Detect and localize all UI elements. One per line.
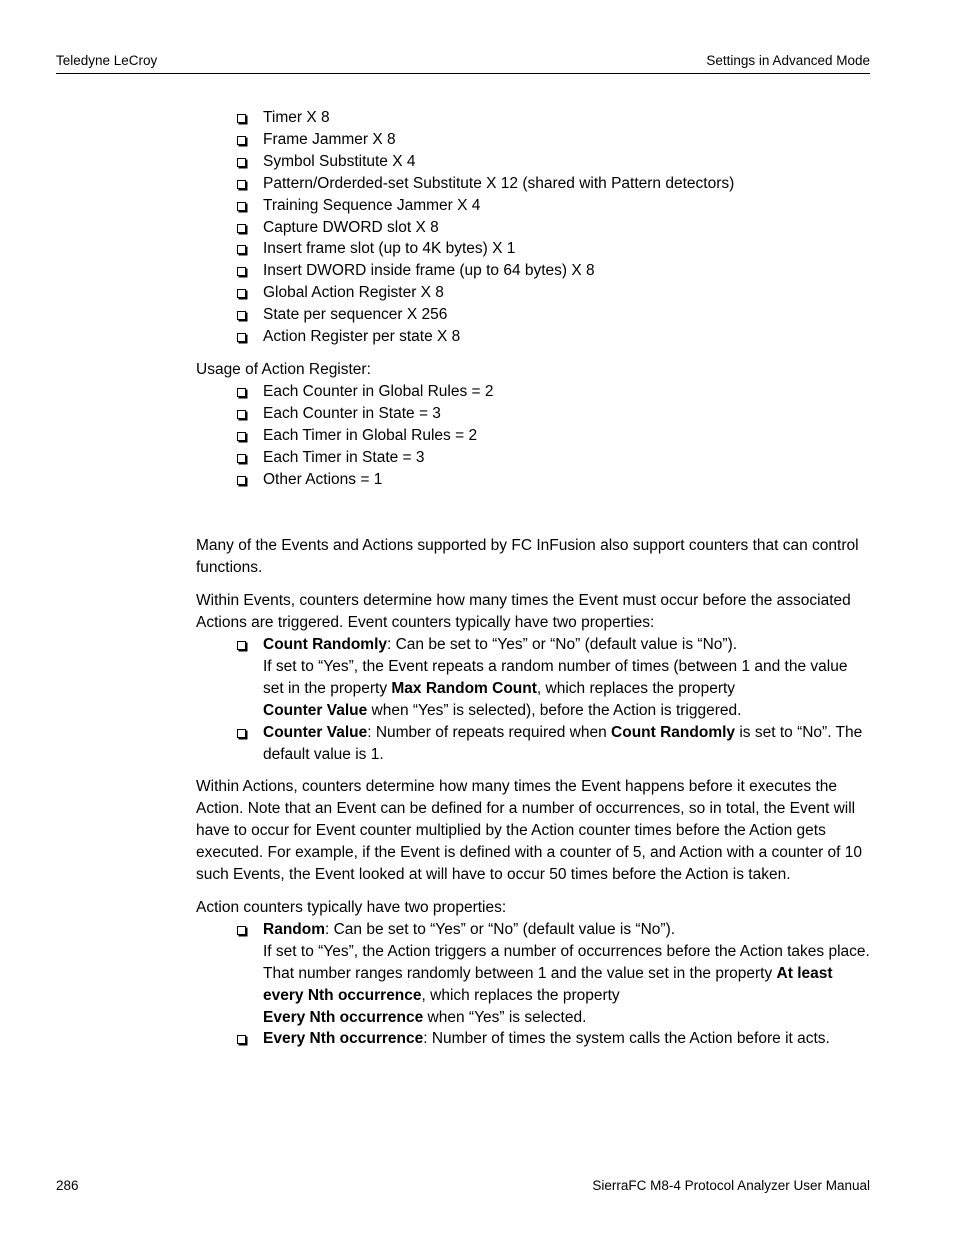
actions-paragraph: Within Actions, counters determine how many times the Event happens before it executes the Action. Note that an Event can be defined for a number of occurrences, so in total, the Event will have to occur for Event counter multiplied by the Action counter times before the Action gets executed. For example, if the Event is defined with a counter of 5, and Action with a counter of 10 such Events, the Event looked at will have to occur 50 times before the Action is taken. [196,778,863,884]
term-random: Random [263,920,325,938]
list-item: Symbol Substitute X 4 [263,151,870,173]
events-paragraph: Within Events, counters determine how many times the Event must occur before the associated Actions are triggered. Event counters typically have two properties: [196,592,851,632]
list-item: Count Randomly: Can be set to “Yes” or “No” (default value is “No”). If set to “Yes”, the Event repeats a random number of times (between 1 and the value set in the property Max Random Count, which replaces the property Counter Value when “Yes” is selected), before the Action is triggered. [263,634,870,722]
list-item: Counter Value: Number of repeats required when Count Randomly is set to “No”. The default value is 1. [263,722,870,766]
action-counters-paragraph: Action counters typically have two properties: [196,899,507,916]
intro-paragraph: Many of the Events and Actions supported by FC InFusion also support counters that can control functions. [196,537,859,577]
page-footer [56,1178,870,1193]
list-item: Each Timer in Global Rules = 2 [263,425,870,447]
list-item: Capture DWORD slot X 8 [263,217,870,239]
term-count-randomly: Count Randomly [611,723,736,741]
term-every-nth: Every Nth occurrence [263,1030,424,1048]
page-header [56,53,870,74]
list-item: Timer X 8 [263,107,870,129]
page-content [196,107,870,1050]
term-at-least-every-nth: At least every Nth occurrence [263,964,833,1004]
header-section: Settings in Advanced Mode [706,53,870,68]
list-item: Every Nth occurrence: Number of times the system calls the Action before it acts. [263,1028,870,1050]
list-item: Random: Can be set to “Yes” or “No” (default value is “No”). If set to “Yes”, the Action triggers a number of occurrences before the Action takes place. That number ranges randomly between 1 and the value set in the property At least every Nth occurrence, which replaces the property Every Nth occurrence when “Yes” is selected. [263,919,870,1029]
page-number: 286 [56,1178,79,1193]
term-count-randomly: Count Randomly [263,636,387,654]
event-properties-list [196,634,870,765]
usage-list [196,381,870,491]
term-max-random-count: Max Random Count [391,679,537,697]
list-item: Each Timer in State = 3 [263,447,870,469]
list-item: Global Action Register X 8 [263,282,870,304]
term-counter-value: Counter Value [263,723,368,741]
header-company: Teledyne LeCroy [56,53,158,68]
term-counter-value: Counter Value [263,701,368,719]
manual-title: SierraFC M8-4 Protocol Analyzer User Manual [592,1178,870,1193]
term-every-nth: Every Nth occurrence [263,1008,424,1026]
list-item: Each Counter in Global Rules = 2 [263,381,870,403]
list-item: Frame Jammer X 8 [263,129,870,151]
list-item: Insert DWORD inside frame (up to 64 bytes) X 8 [263,260,870,282]
usage-heading: Usage of Action Register: [196,360,371,378]
list-item: Each Counter in State = 3 [263,403,870,425]
list-item: Pattern/Orderded-set Substitute X 12 (shared with Pattern detectors) [263,173,870,195]
list-item: Insert frame slot (up to 4K bytes) X 1 [263,238,870,260]
action-properties-list [196,919,870,1050]
list-item: State per sequencer X 256 [263,304,870,326]
list-item: Action Register per state X 8 [263,326,870,348]
list-item: Training Sequence Jammer X 4 [263,195,870,217]
resource-list [196,107,870,348]
list-item: Other Actions = 1 [263,469,870,491]
